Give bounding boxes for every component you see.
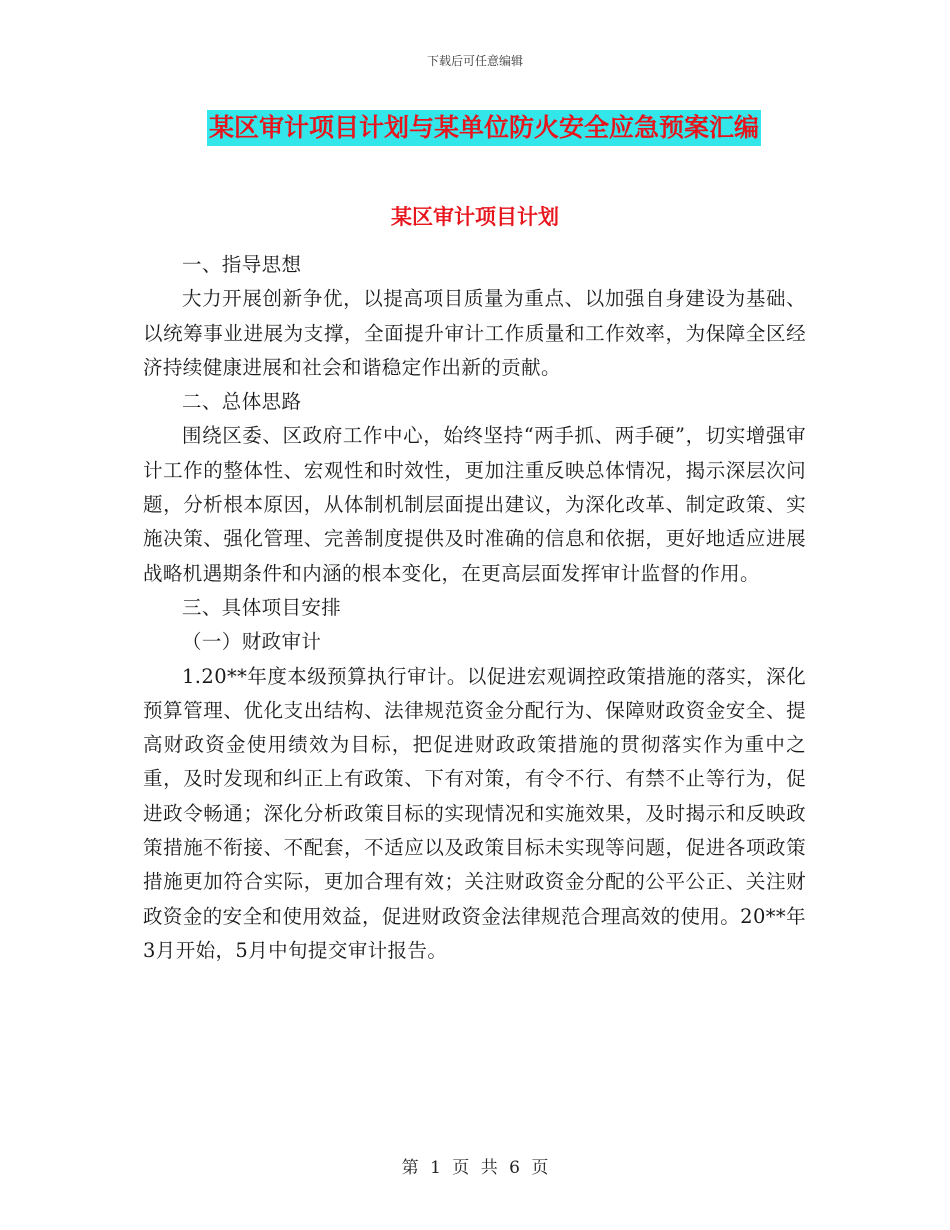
paragraph-guiding-ideology: 大力开展创新争优，以提高项目质量为重点、以加强自身建设为基础、以统筹事业进展为支撑，全面提升审计工作质量和工作效率，为保障全区经济持续健康进展和社会和谐稳定作出新的贡献。	[143, 287, 806, 379]
section-title: 某区审计项目计划	[391, 205, 559, 229]
header-note: 下载后可任意编辑	[426, 54, 523, 68]
heading-guiding-ideology: 一、指导思想	[182, 253, 302, 276]
document-title: 某区审计项目计划与某单位防火安全应急预案汇编	[207, 110, 761, 146]
document-body	[143, 248, 806, 968]
heading-project-arrangement: 三、具体项目安排	[182, 595, 342, 619]
heading-overall-approach: 二、总体思路	[182, 390, 302, 414]
page-footer: 第 1 页 共 6 页	[401, 1158, 549, 1178]
paragraph-overall-approach: 围绕区委、区政府工作中心，始终坚持“两手抓、两手硬”，切实增强审计工作的整体性、宏观性和时效性，更加注重反映总体情况，揭示深层次问题，分析根本原因，从体制机制层面提出建议，为深化改革、制定政策、实施决策、强化管理、完善制度提供及时准确的信息和依据，更好地适应进展战略机遇期条件和内涵的根本变化，在更高层面发挥审计监督的作用。	[143, 424, 806, 585]
paragraph-budget-execution-audit: 1.20**年度本级预算执行审计。以促进宏观调控政策措施的落实，深化预算管理、优化支出结构、法律规范资金分配行为、保障财政资金安全、提高财政资金使用绩效为目标，把促进财政政策措施的贯彻落实作为重中之重，及时发现和纠正上有政策、下有对策，有令不行、有禁不止等行为，促进政令畅通；深化分析政策目标的实现情况和实施效果，及时揭示和反映政策措施不衔接、不配套，不适应以及政策目标未实现等问题，促进各项政策措施更加符合实际，更加合理有效；关注财政资金分配的公平公正、关注财政资金的安全和使用效益，促进财政资金法律规范合理高效的使用。20**年3月开始，5月中旬提交审计报告。	[143, 664, 806, 962]
subheading-fiscal-audit: （一）财政审计	[182, 630, 322, 654]
document-title-wrap	[207, 110, 761, 146]
